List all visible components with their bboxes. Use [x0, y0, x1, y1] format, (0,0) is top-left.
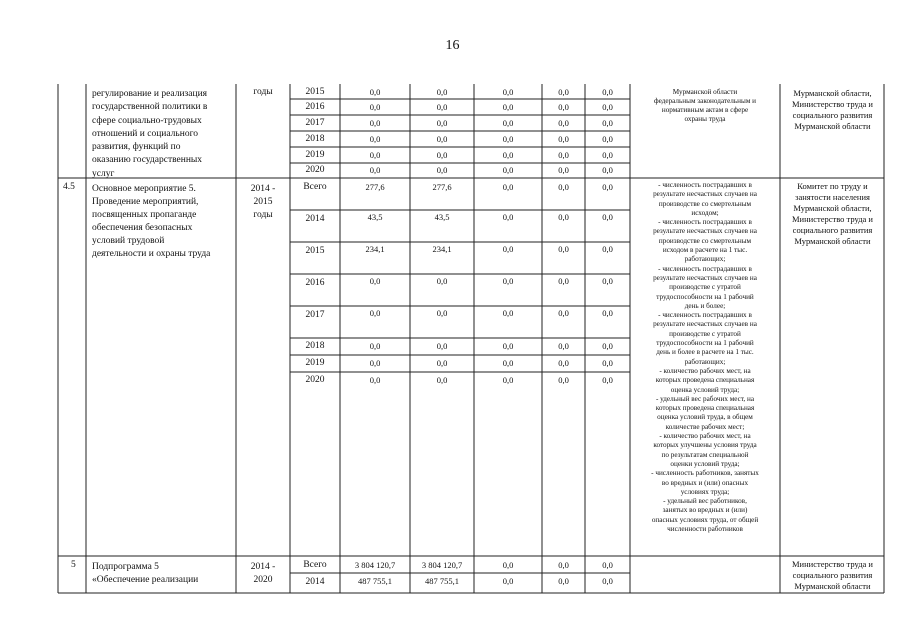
value-cell: 0,0 — [436, 118, 448, 128]
value-cell: 0,0 — [436, 87, 448, 97]
value-cell: 0,0 — [602, 182, 613, 192]
value-cell: 0,0 — [369, 375, 381, 385]
value-cell: 3 804 120,7 — [354, 560, 396, 570]
value-cell: 0,0 — [369, 341, 381, 351]
value-cell: 0,0 — [602, 165, 613, 175]
value-cell: 0,0 — [502, 212, 514, 222]
value-cell: 0,0 — [558, 358, 569, 368]
row-5-number: 5 — [71, 560, 76, 570]
value-cell: 0,0 — [602, 150, 613, 160]
value-cell: 0,0 — [502, 358, 514, 368]
value-cell: 234,1 — [432, 244, 452, 254]
year-cell: 2015 — [305, 87, 325, 97]
value-cell: 0,0 — [436, 102, 448, 112]
value-cell: 0,0 — [502, 150, 514, 160]
row-45-name: Основное мероприятие 5. Проведение мероприятий, посвященных пропаганде обеспечения безопасных условий трудовой деятельности и охраны труда — [92, 184, 211, 259]
value-cell: 0,0 — [369, 150, 381, 160]
value-cell: 0,0 — [369, 118, 381, 128]
value-cell: 0,0 — [558, 244, 569, 254]
value-cell: 0,0 — [602, 134, 613, 144]
value-cell: 0,0 — [436, 375, 448, 385]
year-cell: 2018 — [305, 134, 325, 144]
value-cell: 0,0 — [602, 375, 613, 385]
year-cell: 2015 — [305, 246, 325, 256]
row-prev-term: годы — [253, 87, 273, 97]
value-cell: 277,6 — [432, 182, 452, 192]
year-cell: 2018 — [305, 341, 325, 351]
value-cell: 0,0 — [558, 576, 569, 586]
value-cell: 0,0 — [369, 165, 381, 175]
value-cell: 0,0 — [558, 118, 569, 128]
value-cell: 0,0 — [558, 375, 569, 385]
value-cell: 0,0 — [558, 308, 569, 318]
value-cell: 487 755,1 — [358, 576, 392, 586]
value-cell: 0,0 — [558, 102, 569, 112]
value-cell: 0,0 — [602, 560, 613, 570]
value-cell: 0,0 — [436, 276, 448, 286]
value-cell: 0,0 — [369, 276, 381, 286]
value-cell: 0,0 — [558, 341, 569, 351]
value-cell: 0,0 — [436, 308, 448, 318]
value-cell: 0,0 — [558, 212, 569, 222]
value-cell: 0,0 — [502, 560, 514, 570]
value-cell: 487 755,1 — [425, 576, 459, 586]
value-cell: 0,0 — [502, 182, 514, 192]
value-cell: 0,0 — [602, 358, 613, 368]
value-cell: 0,0 — [558, 560, 569, 570]
value-cell: 0,0 — [602, 244, 613, 254]
value-cell: 0,0 — [502, 165, 514, 175]
row-prev-executor: Мурманской области, Министерство труда и социального развития Мурманской области — [792, 88, 873, 131]
value-cell: 0,0 — [602, 102, 613, 112]
row-5-name: Подпрограмма 5 «Обеспечение реализации — [92, 562, 199, 585]
value-cell: 0,0 — [558, 87, 569, 97]
row-5-term: 2014 - 2020 — [250, 562, 276, 585]
year-cell: 2017 — [305, 118, 325, 128]
value-cell: 0,0 — [602, 212, 613, 222]
value-cell: 0,0 — [558, 150, 569, 160]
year-cell: Всего — [303, 560, 327, 570]
year-cell: 2014 — [305, 577, 325, 587]
value-cell: 234,1 — [365, 244, 385, 254]
value-cell: 0,0 — [502, 118, 514, 128]
page-number: 16 — [445, 38, 460, 53]
value-cell: 0,0 — [436, 150, 448, 160]
value-cell: 0,0 — [502, 308, 514, 318]
value-cell: 43,5 — [434, 212, 450, 222]
value-cell: 0,0 — [502, 244, 514, 254]
year-cell: 2017 — [305, 310, 325, 320]
value-cell: 3 804 120,7 — [421, 560, 463, 570]
value-cell: 0,0 — [502, 134, 514, 144]
value-cell: 0,0 — [436, 165, 448, 175]
value-cell: 0,0 — [502, 276, 514, 286]
value-cell: 0,0 — [602, 87, 613, 97]
value-cell: 0,0 — [369, 358, 381, 368]
row-45-number: 4.5 — [63, 182, 75, 192]
value-cell: 0,0 — [602, 118, 613, 128]
value-cell: 0,0 — [558, 134, 569, 144]
value-cell: 0,0 — [602, 308, 613, 318]
value-cell: 0,0 — [369, 102, 381, 112]
year-cell: 2019 — [305, 358, 325, 368]
row-45-indicators: - численность пострадавших в результате несчастных случаев на производстве со смертельным исходом; - численность пострадавших в результате несчастных случаев на производстве со смертельным исходом в расчете на 1 тыс. работающих; - численность пострадавших в результате несчастных случаев на производстве с утратой трудоспособности на 1 рабочий день и более; - численность пострадавших в результате несчастных случаев на производстве с утратой трудоспособности на 1 рабочий день и более в расчете на 1 тыс. работающих; - количество рабочих мест, на которых проведена специальная оценка условий труда; - удельный вес рабочих мест, на которых проведена специальная оценка условий труда, в общем количестве рабочих мест; - количество рабочих мест, на которых улучшены условия труда по результатам специальной оценки условий труда; - численность работников, занятых во вредных и (или) опасных условиях труда; - удельный вес работников, занятых во вредных и (или) опасных условиях труда, от общей численности работников — [651, 181, 759, 533]
row-45-term: 2014 - 2015 годы — [250, 184, 276, 220]
year-cell: 2016 — [305, 102, 325, 112]
value-cell: 277,6 — [365, 182, 385, 192]
value-cell: 0,0 — [502, 341, 514, 351]
row-prev-name: регулирование и реализация государственной политики в сфере социально-трудовых отношений и социального развития, функций по оказанию государственных услуг — [92, 89, 208, 179]
value-cell: 0,0 — [602, 576, 613, 586]
value-cell: 43,5 — [367, 212, 383, 222]
year-cell: 2020 — [305, 165, 325, 175]
value-cell: 0,0 — [502, 375, 514, 385]
value-cell: 0,0 — [602, 341, 613, 351]
year-cell: Всего — [303, 182, 327, 192]
value-cell: 0,0 — [369, 87, 381, 97]
value-cell: 0,0 — [502, 102, 514, 112]
year-cell: 2014 — [305, 214, 325, 224]
value-cell: 0,0 — [558, 276, 569, 286]
value-cell: 0,0 — [558, 165, 569, 175]
value-cell: 0,0 — [436, 358, 448, 368]
year-cell: 2020 — [305, 375, 325, 385]
row-5-executor: Министерство труда и социального развития Мурманской области — [792, 559, 873, 591]
value-cell: 0,0 — [558, 182, 569, 192]
value-cell: 0,0 — [436, 341, 448, 351]
row-prev-indicators: Мурманской области федеральным законодательным и нормативным актам в сфере охраны труда — [653, 88, 757, 123]
row-45-executor: Комитет по труду и занятости населения Мурманской области, Министерство труда и социального развития Мурманской области — [792, 181, 873, 246]
value-cell: 0,0 — [502, 87, 514, 97]
year-cell: 2016 — [305, 278, 325, 288]
value-cell: 0,0 — [436, 134, 448, 144]
year-cell: 2019 — [305, 150, 325, 160]
value-cell: 0,0 — [369, 134, 381, 144]
value-cell: 0,0 — [602, 276, 613, 286]
value-cell: 0,0 — [502, 576, 514, 586]
value-cell: 0,0 — [369, 308, 381, 318]
